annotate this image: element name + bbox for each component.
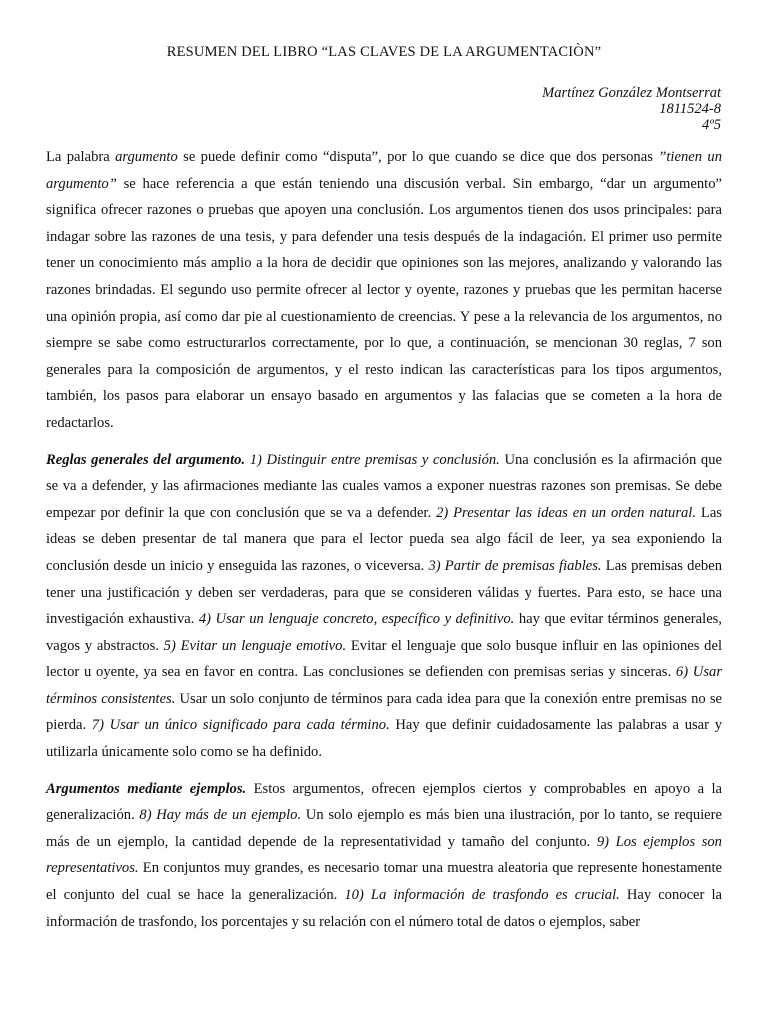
emphasis-run: 4) Usar un lenguaje concreto, específico y definitivo. bbox=[198, 611, 515, 628]
text-run: Una conclusión es la afirmación que se va a defender, y las afirmaciones mediante las cuales vamos a exponer nuestras razones son premisas. Se debe empezar por definir la que con conclusión que se va a defender. bbox=[46, 451, 722, 521]
text-run: se hace referencia a que están teniendo una discusión verbal. Sin embargo, “dar un argumento” significa ofrecer razones o pruebas que apoyen una conclusión. Los argumentos tienen dos usos principales: para indagar sobre las razones de una tesis, y para defender una tesis después de la indagación. El primer uso permite tener un conocimiento más amplio a la hora de decidir que opiniones son las mejores, analizando y valorando las razones brindadas. El segundo uso permite ofrecer al lector y oyente, razones y pruebas que les permitan hacerse una opinión propia, así como dar pie al cuestionamiento de creencias. Y pese a la relevancia de los argumentos, no siempre se sabe como estructurarlos correctamente, por lo que, a continuación, se mencionan 30 reglas, 7 son generales para la composición de argumentos, y el resto indican las características para los tipos argumentos, también, los pasos para elaborar un ensayo basado en argumentos y las falacias que se cometen a la hora de redactarlos. bbox=[46, 175, 722, 431]
text-run: Evitar el lenguaje que solo busque influir en las opiniones del lector u oyente, ya sea en favor en contra. Las conclusiones se defienden con premisas serias y sinceras. bbox=[46, 637, 722, 681]
emphasis-run: 10) La información de trasfondo es crucial. bbox=[344, 887, 620, 904]
group-label: 4º5 bbox=[702, 117, 721, 133]
student-id: 1811524-8 bbox=[659, 101, 721, 117]
text-run: Usar un solo conjunto de términos para cada idea para que la conexión entre premisas no se pierda. bbox=[46, 690, 722, 734]
author-name: Martínez González Montserrat bbox=[542, 85, 721, 101]
paragraph-intro bbox=[46, 144, 722, 437]
text-run: Las premisas deben tener una justificación y deben ser verdaderas, para que se consideren válidas y fuertes. Para esto, se hace una investigación exhaustiva. bbox=[46, 557, 722, 628]
emphasis-run: ”tienen un argumento” bbox=[46, 149, 722, 192]
text-run: La palabra bbox=[46, 149, 116, 165]
document-body bbox=[46, 144, 722, 945]
emphasis-run: 9) Los ejemplos son representativos. bbox=[46, 833, 722, 877]
text-run: hay que evitar términos generales, vagos y abstractos. bbox=[46, 611, 723, 654]
emphasis-run: 1) Distinguir entre premisas y conclusión. bbox=[249, 451, 500, 468]
author-block bbox=[542, 85, 721, 133]
text-run: Las ideas se deben presentar de tal manera que para el lector pueda sea algo fácil de leer, ya sea exponiendo la conclusión desde un inicio y enseguida las razones, o viceversa. bbox=[46, 504, 722, 574]
emphasis-run: 8) Hay más de un ejemplo. bbox=[139, 807, 302, 824]
emphasis-run: 2) Presentar las ideas en un orden natural. bbox=[436, 504, 696, 521]
emphasis-run: 7) Usar un único significado para cada término. bbox=[91, 717, 390, 734]
text-run: Hay conocer la información de trasfondo, los porcentajes y su relación con el número total de datos o ejemplos, saber bbox=[46, 887, 722, 930]
emphasis-run: Reglas generales del argumento. bbox=[46, 451, 246, 468]
emphasis-run: 5) Evitar un lenguaje emotivo. bbox=[163, 637, 347, 654]
emphasis-run: Argumentos mediante ejemplos. bbox=[46, 780, 247, 797]
page-title: RESUMEN DEL LIBRO “LAS CLAVES DE LA ARGUMENTACIÒN” bbox=[166, 44, 602, 60]
text-run: se puede definir como “disputa”, por lo que cuando se dice que dos personas bbox=[177, 149, 659, 165]
text-run: En conjuntos muy grandes, es necesario tomar una muestra aleatoria que represente honestamente el conjunto del cual se hace la generalización. bbox=[46, 860, 722, 904]
emphasis-run: 6) Usar términos consistentes. bbox=[46, 664, 723, 707]
emphasis-run: argumento bbox=[115, 149, 178, 165]
text-run: Estos argumentos, ofrecen ejemplos ciertos y comprobables en apoyo a la generalización. bbox=[46, 780, 723, 824]
paragraph-examples bbox=[46, 776, 722, 936]
text-run: Hay que definir cuidadosamente las palabras a usar y utilizarla únicamente solo como se ha definido. bbox=[46, 717, 722, 761]
emphasis-run: 3) Partir de premisas fiables. bbox=[428, 557, 602, 574]
text-run: Un solo ejemplo es más bien una ilustración, por lo tanto, se requiere más de un ejemplo, la cantidad depende de la representatividad y tamaño del conjunto. bbox=[46, 807, 722, 850]
paragraph-general-rules bbox=[46, 447, 722, 766]
